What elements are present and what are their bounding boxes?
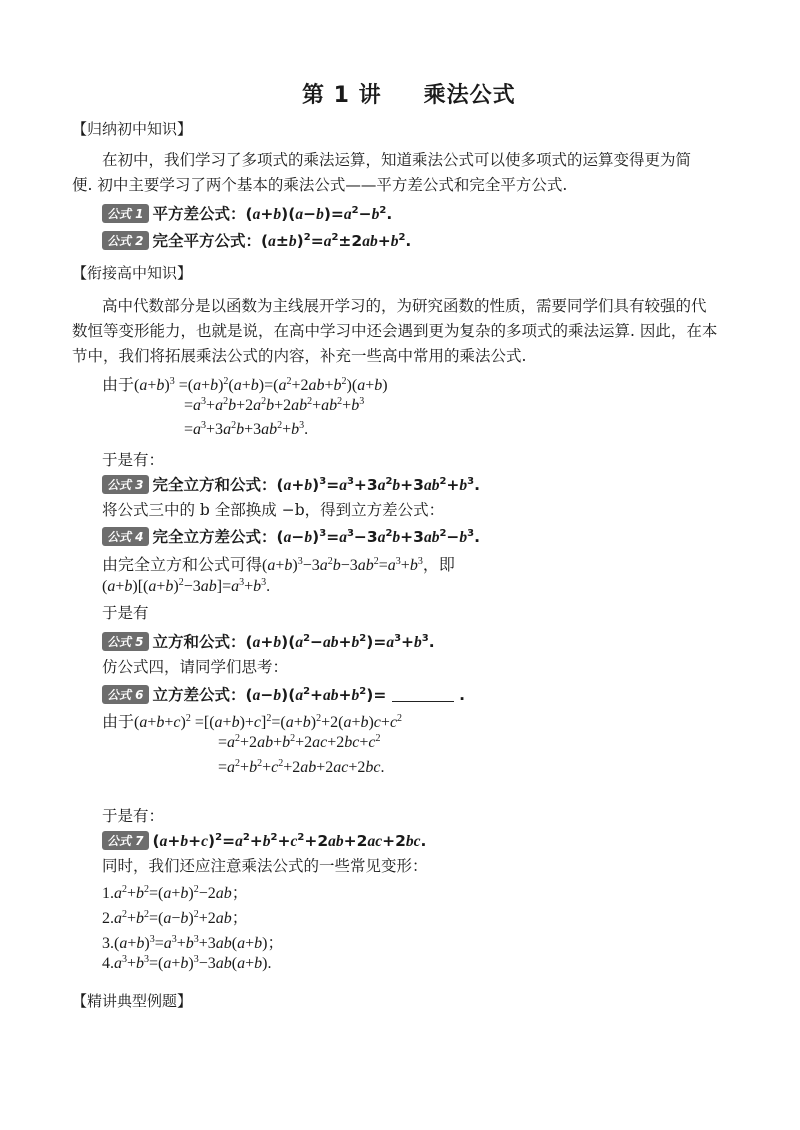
- formula-label: 立方和公式：: [152, 633, 246, 651]
- formula-6: 公式 6 立方差公式：$(a-b)(a^2+ab+b^2)=$ .: [102, 683, 465, 705]
- page-title: [302, 78, 516, 109]
- formula-5: 公式 5 立方和公式：$(a+b)(a^2-ab+b^2)=a^3+b^3$.: [102, 630, 435, 652]
- variant-item: $2.a^2+b^2=(a-b)^2+2ab$；: [102, 909, 248, 927]
- variant-item: $3.(a+b)^3=a^3+b^3+3ab(a+b)$；: [102, 934, 284, 952]
- derivation-line: 由于$(a+b+c)^2 =[(a+b)+c]^2=(a+b)^2+2(a+b)c+c^2$: [102, 713, 403, 731]
- formula-badge: 公式 2: [102, 231, 149, 250]
- formula-label: 完全立方差公式：: [152, 528, 277, 546]
- formula-label: 立方差公式：: [152, 686, 246, 704]
- section-heading-senior: 【衔接高中知识】: [72, 264, 193, 282]
- formula-badge: 公式 6: [102, 685, 149, 704]
- formula-badge: 公式 4: [102, 527, 149, 546]
- formula-label: 完全立方和公式：: [152, 476, 277, 494]
- formula-badge: 公式 7: [102, 831, 149, 850]
- derivation-line: $=a^2+b^2+c^2+2ab+2ac+2bc$.: [218, 758, 385, 776]
- formula-label: 完全平方公式：: [152, 232, 262, 250]
- variants-intro: 同时，我们还应注意乘法公式的一些常见变形：: [102, 857, 428, 875]
- think-text: 仿公式四，请同学们思考：: [102, 658, 289, 676]
- thus-text: 于是有：: [102, 807, 165, 825]
- derivation-line: $=a^2+2ab+b^2+2ac+2bc+c^2$: [218, 733, 381, 751]
- derivation-line: $=a^3+3a^2b+3ab^2+b^3$.: [184, 420, 309, 438]
- formula-label: 平方差公式：: [152, 205, 246, 223]
- formula-4: 公式 4 完全立方差公式：$(a-b)^3=a^3-3a^2b+3ab^2-b^3$.: [102, 525, 480, 547]
- formula-3: 公式 3 完全立方和公式：$(a+b)^3=a^3+3a^2b+3ab^2+b^3$.: [102, 473, 480, 495]
- derivation-line: 由完全立方和公式可得$(a+b)^3-3a^2b-3ab^2=a^3+b^3$，即: [102, 556, 455, 574]
- formula-badge: 公式 1: [102, 204, 149, 223]
- senior-paragraph-line: 数恒等变形能力，也就是说，在高中学习中还会遇到更为复杂的多项式的乘法运算. 因此，在本: [72, 322, 718, 340]
- formula-badge: 公式 3: [102, 475, 149, 494]
- section-heading-examples: 【精讲典型例题】: [72, 992, 193, 1010]
- formula-2: 公式 2 完全平方公式：$(a\pm b)^2=a^2\pm 2ab+b^2$.: [102, 229, 411, 251]
- intro-paragraph-line: 便. 初中主要学习了两个基本的乘法公式——平方差公式和完全平方公式.: [72, 176, 568, 194]
- derivation-line: $=a^3+a^2b+2a^2b+2ab^2+ab^2+b^3$: [184, 396, 365, 414]
- senior-paragraph-line: 高中代数部分是以函数为主线展开学习的，为研究函数的性质，需要同学们具有较强的代: [102, 297, 707, 315]
- senior-paragraph-line: 节中，我们将拓展乘法公式的内容，补充一些高中常用的乘法公式.: [72, 347, 527, 365]
- derivation-line: 由于$(a+b)^3 =(a+b)^2(a+b)=(a^2+2ab+b^2)(a+b)$: [102, 376, 388, 394]
- intro-paragraph-line: 在初中，我们学习了多项式的乘法运算，知道乘法公式可以使多项式的运算变得更为简: [102, 151, 692, 169]
- lecture-number: 第 1 讲: [302, 83, 382, 108]
- lecture-name: 乘法公式: [423, 83, 516, 108]
- variant-item: $4.a^3+b^3=(a+b)^3-3ab(a+b)$.: [102, 954, 272, 972]
- section-heading-junior: 【归纳初中知识】: [72, 120, 193, 138]
- formula-7: 公式 7 $(a+b+c)^2=a^2+b^2+c^2+2ab+2ac+2bc$.: [102, 831, 426, 851]
- replace-text: 将公式三中的 b 全部换成 −b，得到立方差公式：: [102, 501, 445, 519]
- answer-blank: [392, 687, 454, 702]
- thus-text: 于是有: [102, 604, 149, 622]
- formula-1: 公式 1 平方差公式：$(a+b)(a-b)=a^2-b^2$.: [102, 202, 392, 224]
- derivation-line: $(a+b)[(a+b)^2-3ab]=a^3+b^3$.: [102, 577, 271, 595]
- formula-badge: 公式 5: [102, 632, 149, 651]
- variant-item: $1.a^2+b^2=(a+b)^2-2ab$；: [102, 884, 248, 902]
- thus-text: 于是有：: [102, 451, 165, 469]
